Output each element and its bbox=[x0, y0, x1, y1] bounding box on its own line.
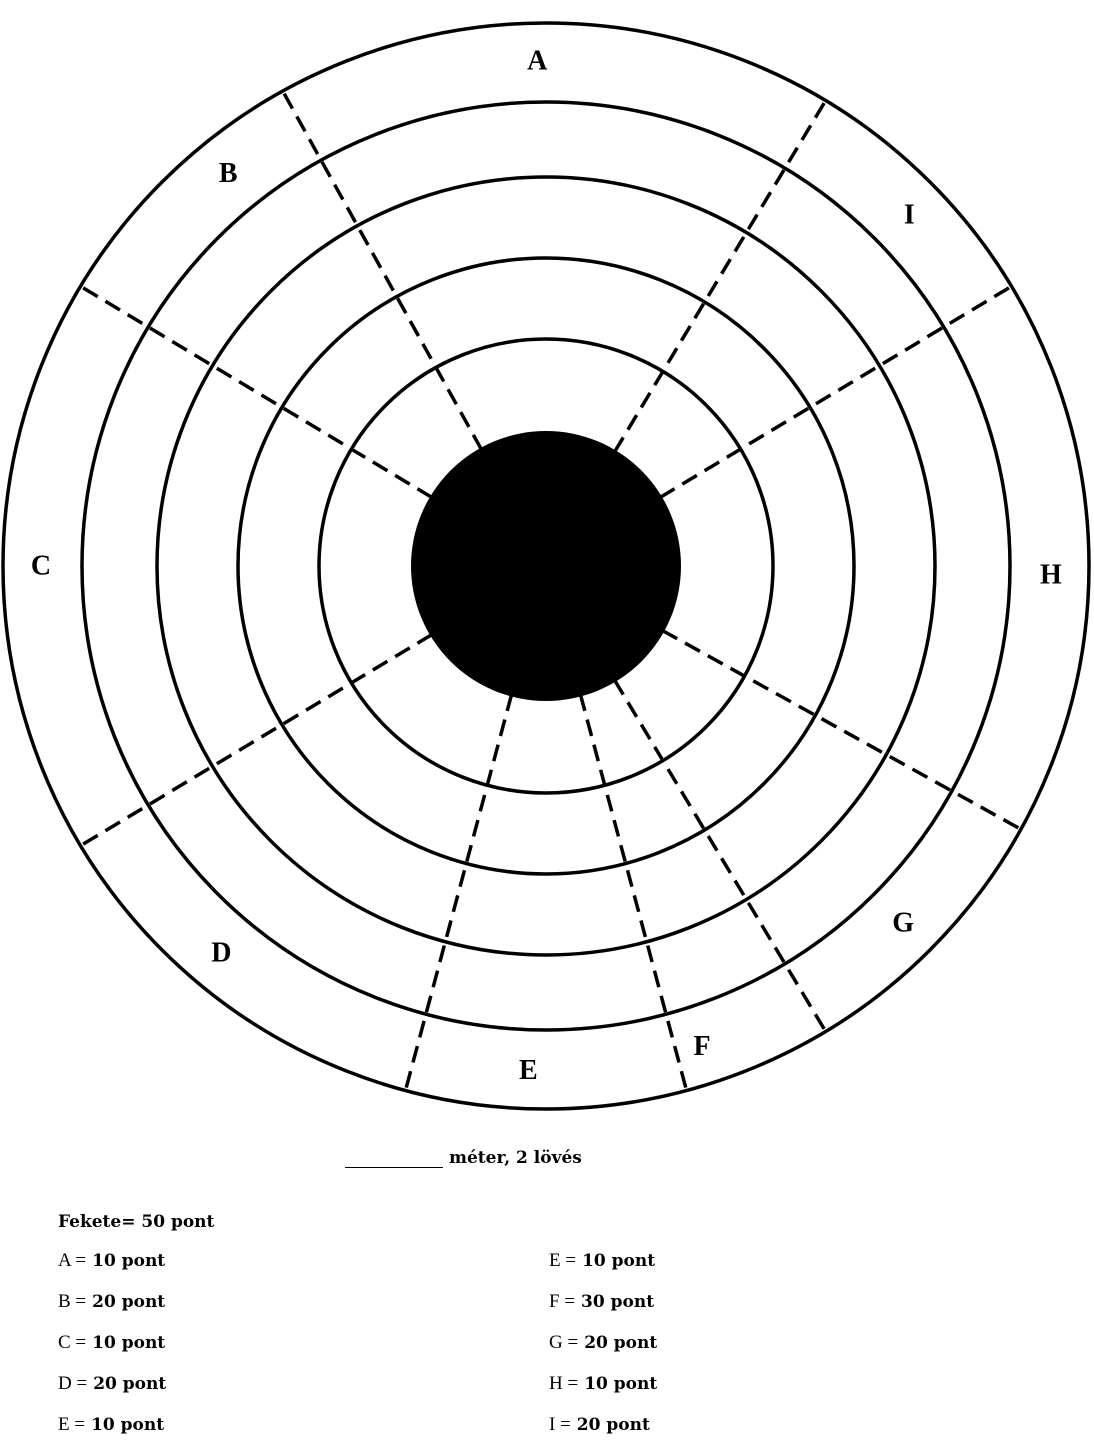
legend-item bbox=[58, 1291, 166, 1332]
bullseye bbox=[411, 431, 681, 701]
segment-label-h: H bbox=[1040, 559, 1062, 591]
legend-key: D = bbox=[58, 1373, 88, 1394]
legend-value: 10 pont bbox=[92, 1251, 166, 1271]
segment-label-b: B bbox=[218, 158, 238, 190]
legend-value: 20 pont bbox=[576, 1415, 650, 1435]
legend-item bbox=[549, 1332, 657, 1373]
distance-blank bbox=[345, 1149, 443, 1168]
segment-label-f: F bbox=[693, 1030, 711, 1062]
legend-value: 20 pont bbox=[584, 1333, 658, 1353]
legend-item bbox=[549, 1414, 657, 1455]
legend-value: 30 pont bbox=[581, 1292, 655, 1312]
caption-text: méter, 2 lövés bbox=[449, 1148, 582, 1168]
legend-value: 10 pont bbox=[91, 1415, 165, 1435]
legend-key: H = bbox=[549, 1373, 579, 1394]
segment-label-c: C bbox=[30, 550, 52, 582]
legend-item bbox=[58, 1250, 166, 1291]
legend-right-column bbox=[549, 1250, 657, 1455]
legend-item bbox=[549, 1291, 657, 1332]
legend-value: 10 pont bbox=[584, 1374, 658, 1394]
legend-left-column bbox=[58, 1250, 166, 1455]
segment-divider bbox=[283, 91, 482, 450]
segment-label-i: I bbox=[903, 199, 915, 231]
segment-label-a: A bbox=[527, 45, 548, 77]
legend-value: 20 pont bbox=[92, 1292, 166, 1312]
legend-key: B = bbox=[58, 1291, 87, 1312]
legend-item bbox=[58, 1373, 166, 1414]
legend-item bbox=[549, 1373, 657, 1414]
segment-divider bbox=[662, 630, 1021, 829]
distance-caption bbox=[345, 1148, 582, 1168]
legend-item bbox=[549, 1250, 657, 1291]
segment-label-d: D bbox=[211, 937, 232, 969]
legend-key: F = bbox=[549, 1291, 576, 1312]
legend-title: Fekete= 50 pont bbox=[58, 1212, 215, 1232]
legend-key: E = bbox=[549, 1250, 577, 1271]
legend-key: I = bbox=[549, 1414, 571, 1435]
legend-key: C = bbox=[58, 1332, 87, 1353]
legend-key: G = bbox=[549, 1332, 579, 1353]
segment-label-g: G bbox=[892, 907, 914, 939]
legend-value: 10 pont bbox=[92, 1333, 166, 1353]
legend-key: E = bbox=[58, 1414, 86, 1435]
segment-label-e: E bbox=[519, 1055, 538, 1087]
legend-value: 20 pont bbox=[93, 1374, 167, 1394]
legend-item bbox=[58, 1332, 166, 1373]
legend-value: 10 pont bbox=[582, 1251, 656, 1271]
legend-item bbox=[58, 1414, 166, 1455]
legend-key: A = bbox=[58, 1250, 87, 1271]
